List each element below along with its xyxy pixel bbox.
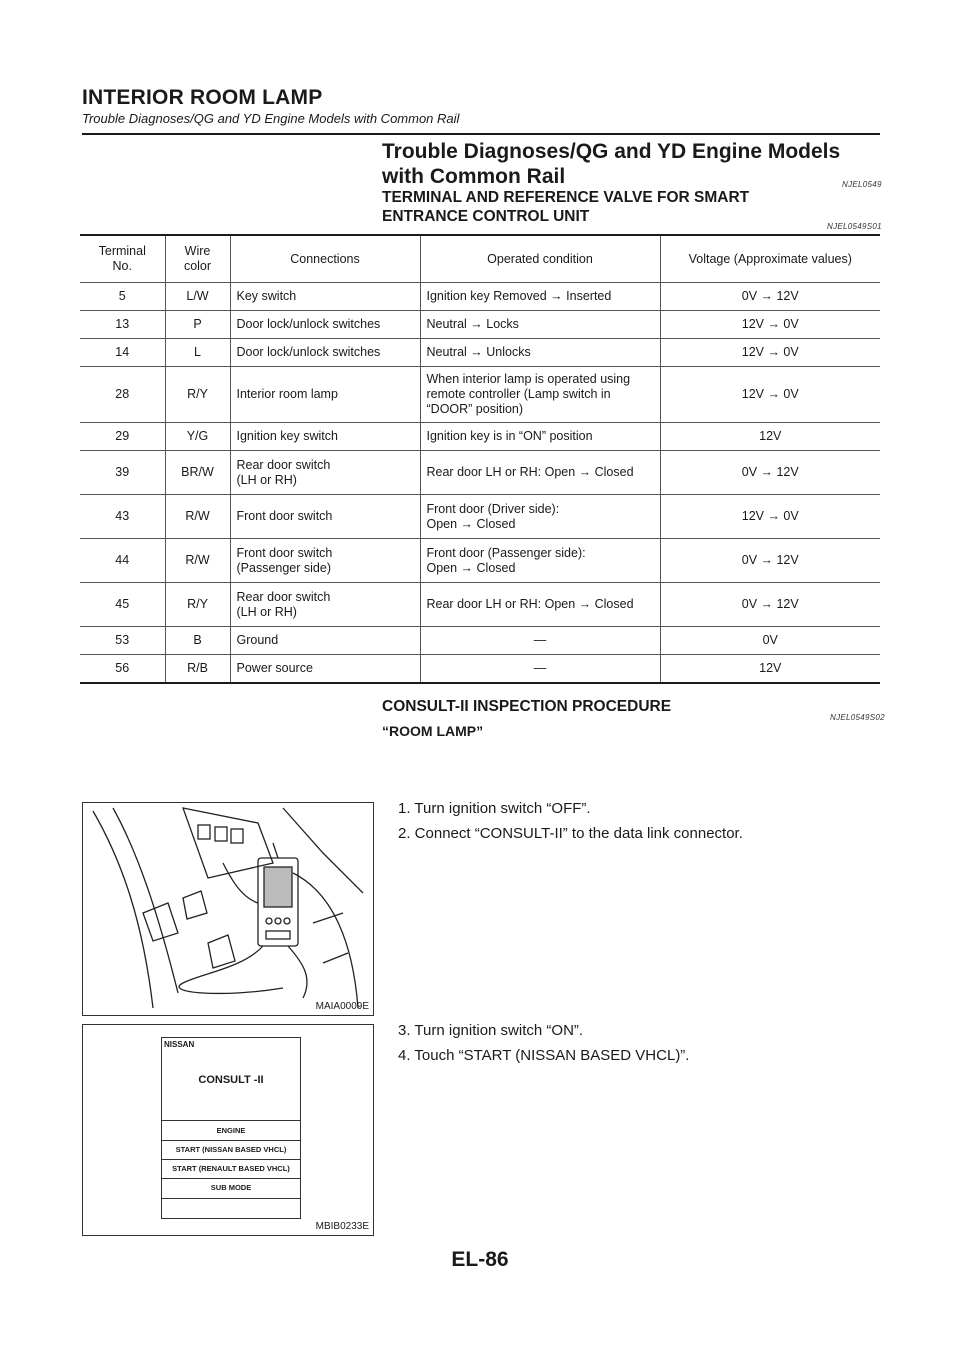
subsection-tag-consult: NJEL0549S02: [830, 713, 885, 722]
operated-condition-cell: Rear door LH or RH: Open → Closed: [420, 583, 660, 627]
wire-color-cell: P: [165, 311, 230, 339]
header-rule: [82, 133, 880, 135]
voltage-cell: 12V: [660, 423, 880, 451]
connections-cell: Rear door switch (LH or RH): [230, 583, 420, 627]
consult-brand: NISSAN: [164, 1040, 195, 1049]
voltage-cell: 12V → 0V: [660, 495, 880, 539]
page-number: EL-86: [451, 1248, 509, 1271]
menu-item-engine: ENGINE: [216, 1126, 246, 1135]
voltage-cell: 12V → 0V: [660, 311, 880, 339]
table-row: [80, 423, 880, 451]
subsection-tag: NJEL0549S01: [827, 222, 882, 231]
voltage-cell: 0V: [660, 627, 880, 655]
connections-cell: Door lock/unlock switches: [230, 311, 420, 339]
operated-condition-cell: —: [420, 627, 660, 655]
table-row: [80, 655, 880, 683]
terminal-no-cell: 53: [80, 627, 165, 655]
figure-id: MBIB0233E: [315, 1221, 369, 1232]
voltage-cell: 0V → 12V: [660, 539, 880, 583]
step-4: 4. Touch “START (NISSAN BASED VHCL)”.: [398, 1047, 690, 1064]
wire-color-cell: L/W: [165, 283, 230, 311]
running-header: [82, 86, 882, 126]
connections-cell: Interior room lamp: [230, 367, 420, 423]
connections-cell: Ground: [230, 627, 420, 655]
operated-condition-cell: Ignition key Removed → Inserted: [420, 283, 660, 311]
terminal-no-cell: 39: [80, 451, 165, 495]
voltage-cell: 0V → 12V: [660, 451, 880, 495]
terminal-no-cell: 29: [80, 423, 165, 451]
connections-cell: Rear door switch (LH or RH): [230, 451, 420, 495]
wire-color-cell: L: [165, 339, 230, 367]
wire-color-cell: R/B: [165, 655, 230, 683]
subsection-title: TERMINAL AND REFERENCE VALVE FOR SMART ENTRANCE CONTROL UNIT: [382, 189, 750, 225]
table-row: [80, 495, 880, 539]
wire-color-cell: BR/W: [165, 451, 230, 495]
table-row: [80, 339, 880, 367]
table-row: [80, 583, 880, 627]
terminal-table: [80, 234, 880, 684]
wire-color-cell: R/W: [165, 495, 230, 539]
consult-screen: [161, 1037, 301, 1219]
wire-color-cell: R/Y: [165, 583, 230, 627]
connections-cell: Front door switch (Passenger side): [230, 539, 420, 583]
table-row: [80, 283, 880, 311]
step-2: 2. Connect “CONSULT-II” to the data link connector.: [398, 825, 743, 842]
header-subtitle: Trouble Diagnoses/QG and YD Engine Models with Common Rail: [82, 111, 460, 126]
table-header-row: [80, 235, 880, 283]
operated-condition-cell: Ignition key is in “ON” position: [420, 423, 660, 451]
room-lamp-subtitle: “ROOM LAMP”: [382, 723, 484, 739]
voltage-cell: 12V → 0V: [660, 367, 880, 423]
table-header-cell: Wire color: [165, 235, 230, 283]
table-header-cell: Operated condition: [420, 235, 660, 283]
wire-color-cell: Y/G: [165, 423, 230, 451]
table-row: [80, 627, 880, 655]
wire-color-cell: R/W: [165, 539, 230, 583]
table-header-cell: Voltage (Approximate values): [660, 235, 880, 283]
connections-cell: Front door switch: [230, 495, 420, 539]
figure-id: MAIA0009E: [315, 1001, 369, 1012]
operated-condition-cell: Neutral → Locks: [420, 311, 660, 339]
consult-connection-figure: [82, 802, 374, 1016]
terminal-no-cell: 45: [80, 583, 165, 627]
terminal-no-cell: 14: [80, 339, 165, 367]
table-header-cell: Connections: [230, 235, 420, 283]
voltage-cell: 12V: [660, 655, 880, 683]
table-header-cell: Terminal No.: [80, 235, 165, 283]
terminal-no-cell: 44: [80, 539, 165, 583]
connections-cell: Door lock/unlock switches: [230, 339, 420, 367]
header-title: INTERIOR ROOM LAMP: [82, 86, 323, 109]
menu-item-start-renault: START (RENAULT BASED VHCL): [172, 1164, 290, 1173]
table-row: [80, 367, 880, 423]
step-1: 1. Turn ignition switch “OFF”.: [398, 800, 591, 817]
voltage-cell: 0V → 12V: [660, 583, 880, 627]
section-tag: NJEL0549: [842, 180, 882, 189]
table-row: [80, 311, 880, 339]
menu-item-sub-mode: SUB MODE: [210, 1183, 252, 1192]
operated-condition-cell: —: [420, 655, 660, 683]
connections-cell: Ignition key switch: [230, 423, 420, 451]
voltage-cell: 0V → 12V: [660, 283, 880, 311]
menu-item-start-nissan: START (NISSAN BASED VHCL): [175, 1145, 287, 1154]
connections-cell: Key switch: [230, 283, 420, 311]
consult-screen-figure: [82, 1024, 374, 1236]
connections-cell: Power source: [230, 655, 420, 683]
operated-condition-cell: Front door (Passenger side): Open → Closed: [420, 539, 660, 583]
terminal-no-cell: 13: [80, 311, 165, 339]
wire-color-cell: R/Y: [165, 367, 230, 423]
step-3: 3. Turn ignition switch “ON”.: [398, 1022, 584, 1039]
voltage-cell: 12V → 0V: [660, 339, 880, 367]
operated-condition-cell: When interior lamp is operated using remote controller (Lamp switch in “DOOR” position): [420, 367, 660, 423]
table-row: [80, 539, 880, 583]
terminal-no-cell: 5: [80, 283, 165, 311]
connection-illustration: [83, 803, 373, 1015]
wire-color-cell: B: [165, 627, 230, 655]
operated-condition-cell: Rear door LH or RH: Open → Closed: [420, 451, 660, 495]
table-row: [80, 451, 880, 495]
terminal-no-cell: 43: [80, 495, 165, 539]
operated-condition-cell: Front door (Driver side): Open → Closed: [420, 495, 660, 539]
section-title: Trouble Diagnoses/QG and YD Engine Models with Common Rail: [382, 140, 841, 188]
terminal-no-cell: 56: [80, 655, 165, 683]
terminal-no-cell: 28: [80, 367, 165, 423]
consult-name: CONSULT -II: [198, 1074, 264, 1086]
subsection-title-consult: CONSULT-II INSPECTION PROCEDURE: [382, 698, 672, 715]
operated-condition-cell: Neutral → Unlocks: [420, 339, 660, 367]
